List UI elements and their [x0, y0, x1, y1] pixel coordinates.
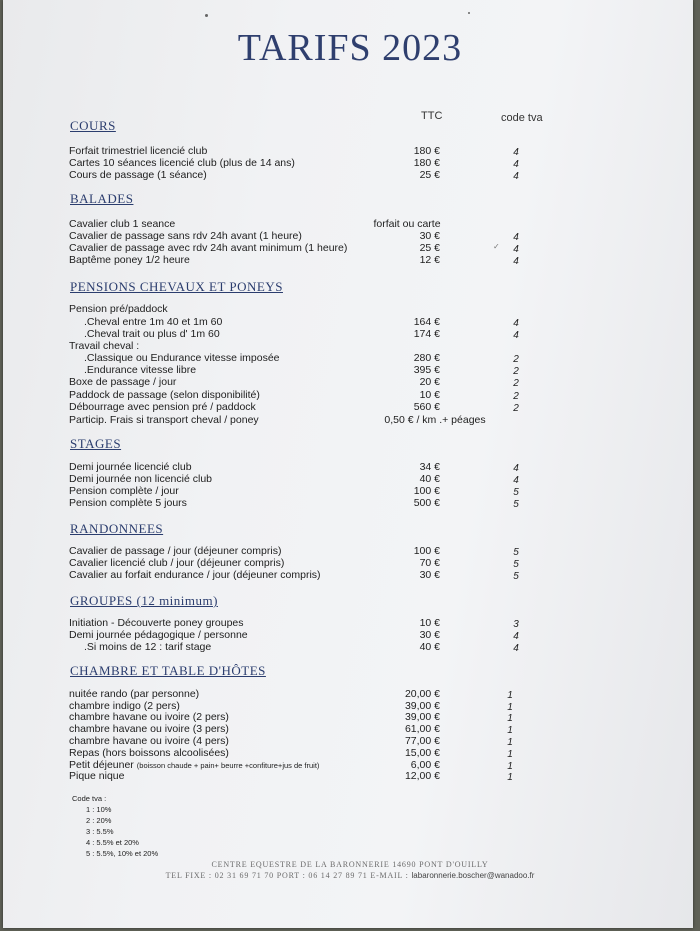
- item-tva-code: 2: [513, 391, 519, 402]
- item-label-text: Paddock de passage (selon disponibilité): [69, 389, 260, 401]
- item-label-text: chambre havane ou ivoire (3 pers): [69, 723, 229, 735]
- item-label: [69, 473, 212, 485]
- paper-speck: [205, 14, 208, 17]
- item-label-text: Pension complète 5 jours: [69, 497, 187, 509]
- item-price: 10 €: [419, 389, 440, 401]
- item-label: [69, 711, 229, 723]
- item-price: 61,00 €: [404, 723, 440, 735]
- item-price: 500 €: [413, 497, 440, 509]
- item-price: 100 €: [413, 485, 440, 497]
- item-label: [69, 557, 284, 569]
- item-price: 39,00 €: [404, 700, 440, 712]
- item-label-text: chambre havane ou ivoire (2 pers): [69, 711, 229, 723]
- item-label-text: Initiation - Découverte poney groupes: [69, 617, 244, 629]
- item-price: 180 €: [413, 157, 440, 169]
- item-price: 34 €: [419, 461, 440, 473]
- item-label: [84, 364, 196, 376]
- item-price: 560 €: [413, 401, 440, 413]
- item-price: 30 €: [419, 569, 440, 581]
- section-title: COURS: [70, 118, 116, 133]
- item-tva-code: 4: [513, 256, 519, 267]
- item-tva-code: 1: [507, 690, 513, 701]
- tva-code-item: 3 : 5.5%: [86, 827, 114, 836]
- item-tva-code: 4: [513, 159, 519, 170]
- item-tva-code: 5: [513, 559, 519, 570]
- item-tva-code: 1: [507, 737, 513, 748]
- item-label-text: Pension complète / jour: [69, 485, 179, 497]
- item-tva-code: 1: [507, 725, 513, 736]
- item-label-text: Cavalier de passage sans rdv 24h avant (1 heure): [69, 230, 302, 242]
- section-title: CHAMBRE ET TABLE D'HÔTES: [70, 663, 266, 678]
- footer-phones: TEL FIXE : 02 31 69 71 70 PORT : 06 14 27 89 71 E-MAIL :: [165, 871, 409, 880]
- item-label-text: Cavalier licencié club / jour (déjeuner compris): [69, 557, 285, 569]
- item-tva-code: 4: [513, 631, 519, 642]
- item-label-text: Pique nique: [69, 770, 125, 782]
- item-label-text: Travail cheval :: [69, 340, 140, 352]
- item-label-text: Forfait trimestriel licencié club: [69, 145, 208, 157]
- item-label: [84, 641, 211, 653]
- section-title: PENSIONS CHEVAUX ET PONEYS: [70, 279, 283, 294]
- item-label-text: .Classique ou Endurance vitesse imposée: [84, 352, 280, 364]
- item-tva-code: 2: [513, 403, 519, 414]
- section-title: BALADES: [70, 191, 134, 206]
- item-tva-code: 5: [513, 547, 519, 558]
- section-title: STAGES: [70, 436, 122, 451]
- item-label: [69, 461, 192, 473]
- item-label-text: Cavalier au forfait endurance / jour (déjeuner compris): [69, 569, 321, 581]
- item-label-text: Boxe de passage / jour: [69, 376, 177, 388]
- item-label-text: Petit déjeuner: [69, 759, 134, 771]
- ttc-header: TTC: [421, 110, 443, 122]
- item-price: 100 €: [413, 545, 440, 557]
- item-label: [69, 545, 281, 557]
- item-label: [69, 401, 256, 413]
- item-label: [69, 735, 229, 747]
- item-label: [69, 770, 124, 782]
- item-tva-code: 1: [507, 761, 513, 772]
- item-price: 40 €: [419, 473, 440, 485]
- section-title: GROUPES (12 minimum): [70, 593, 218, 608]
- item-tva-code: 5: [513, 571, 519, 582]
- check-mark: ✓: [493, 242, 500, 251]
- item-label-text: Cavalier de passage avec rdv 24h avant minimum (1 heure): [69, 242, 348, 254]
- item-tva-code: 1: [507, 749, 513, 760]
- item-price: 25 €: [419, 169, 440, 181]
- item-label: [69, 497, 187, 509]
- item-label-text: Cartes 10 séances licencié club (plus de 14 ans): [69, 157, 295, 169]
- item-price: 20,00 €: [404, 688, 440, 700]
- item-label: [69, 254, 190, 266]
- item-tva-code: 2: [513, 366, 519, 377]
- item-tva-code: 4: [513, 475, 519, 486]
- item-price: 25 €: [419, 242, 440, 254]
- item-label-text: nuitée rando (par personne): [69, 688, 200, 700]
- footer-address: CENTRE EQUESTRE DE LA BARONNERIE 14690 PONT D'OUILLY: [211, 860, 489, 869]
- item-label-text: Cavalier de passage / jour (déjeuner compris): [69, 545, 282, 557]
- item-label: [69, 688, 199, 700]
- item-label: [69, 629, 248, 641]
- item-price: 12,00 €: [404, 770, 440, 782]
- item-label: [69, 145, 207, 157]
- item-price: 6,00 €: [410, 759, 440, 771]
- item-tva-code: 4: [513, 463, 519, 474]
- tva-code-item: 2 : 20%: [86, 816, 112, 825]
- item-label-text: Pension pré/paddock: [69, 303, 168, 315]
- item-price: 77,00 €: [404, 735, 440, 747]
- item-tva-code: 4: [513, 232, 519, 243]
- item-label: [69, 230, 302, 242]
- item-price: forfait ou carte: [373, 218, 441, 230]
- item-label-text: Débourrage avec pension pré / paddock: [69, 401, 256, 413]
- item-label: [69, 485, 179, 497]
- tva-code-item: 1 : 10%: [86, 805, 112, 814]
- item-tva-code: 4: [513, 244, 519, 255]
- item-label: [84, 328, 220, 340]
- item-label: [69, 303, 168, 315]
- item-price: 20 €: [419, 376, 440, 388]
- section-title: RANDONNEES: [70, 521, 164, 536]
- item-price: 280 €: [413, 352, 440, 364]
- item-label: [84, 316, 222, 328]
- item-price: 30 €: [419, 629, 440, 641]
- item-price: 15,00 €: [404, 747, 440, 759]
- item-label: [69, 242, 347, 254]
- item-price: 40 €: [419, 641, 440, 653]
- item-label: [69, 414, 259, 426]
- item-label: [69, 747, 229, 759]
- item-label: [69, 389, 260, 401]
- item-tva-code: 1: [507, 713, 513, 724]
- item-label-text: chambre havane ou ivoire (4 pers): [69, 735, 229, 747]
- tva-code-item: 4 : 5.5% et 20%: [86, 838, 139, 847]
- item-tva-code: 5: [513, 499, 519, 510]
- item-price: 0,50 € / km .+ péages: [384, 414, 486, 426]
- item-price: 164 €: [413, 316, 440, 328]
- item-price: 39,00 €: [404, 711, 440, 723]
- item-label-text: Cours de passage (1 séance): [69, 169, 207, 181]
- item-tva-code: 3: [513, 619, 519, 630]
- item-label-text: chambre indigo (2 pers): [69, 700, 180, 712]
- item-tva-code: 4: [513, 643, 519, 654]
- item-label-text: Repas (hors boissons alcoolisées): [69, 747, 229, 759]
- item-label: [69, 157, 295, 169]
- item-label-text: Demi journée licencié club: [69, 461, 192, 473]
- item-label-text: .Cheval trait ou plus d' 1m 60: [84, 328, 220, 340]
- tva-header: code tva: [501, 112, 543, 124]
- paper-speck: [468, 12, 470, 14]
- item-price: 10 €: [419, 617, 440, 629]
- item-label: [69, 218, 175, 230]
- item-price: 70 €: [419, 557, 440, 569]
- footer-contact: [0, 871, 700, 880]
- item-tva-code: 1: [507, 702, 513, 713]
- item-label-text: Particip. Frais si transport cheval / poney: [69, 414, 259, 426]
- item-label: [84, 352, 280, 364]
- item-label-text: Cavalier club 1 seance: [69, 218, 176, 230]
- tva-code-item: 5 : 5.5%, 10% et 20%: [86, 849, 159, 858]
- item-price: 174 €: [413, 328, 440, 340]
- item-label-text: Baptême poney 1/2 heure: [69, 254, 190, 266]
- item-label: [69, 169, 207, 181]
- item-tva-code: 2: [513, 354, 519, 365]
- tva-codes-legend: [72, 793, 158, 859]
- item-tva-code: 4: [513, 330, 519, 341]
- item-label: [69, 340, 139, 352]
- item-label-text: .Endurance vitesse libre: [84, 364, 197, 376]
- item-tva-code: 4: [513, 171, 519, 182]
- item-price: 395 €: [413, 364, 440, 376]
- item-label: [69, 376, 176, 388]
- item-label: [69, 569, 321, 581]
- item-tva-code: 4: [513, 318, 519, 329]
- tva-codes-title: Code tva :: [72, 794, 107, 803]
- item-tva-code: 2: [513, 378, 519, 389]
- item-label: [69, 723, 229, 735]
- page-title: TARIFS 2023: [237, 27, 463, 69]
- item-tva-code: 4: [513, 147, 519, 158]
- item-price: 180 €: [413, 145, 440, 157]
- item-label-text: .Cheval entre 1m 40 et 1m 60: [84, 316, 223, 328]
- item-price: 12 €: [419, 254, 440, 266]
- item-price: 30 €: [419, 230, 440, 242]
- item-tva-code: 1: [507, 772, 513, 783]
- item-tva-code: 5: [513, 487, 519, 498]
- item-label-note: (boisson chaude + pain+ beurre +confiture+jus de fruit): [136, 761, 320, 770]
- item-label-text: Demi journée non licencié club: [69, 473, 212, 485]
- footer-email: labaronnerie.boscher@wanadoo.fr: [411, 871, 535, 880]
- item-label-text: .Si moins de 12 : tarif stage: [84, 641, 212, 653]
- item-label: [69, 617, 244, 629]
- item-label-text: Demi journée pédagogique / personne: [69, 629, 248, 641]
